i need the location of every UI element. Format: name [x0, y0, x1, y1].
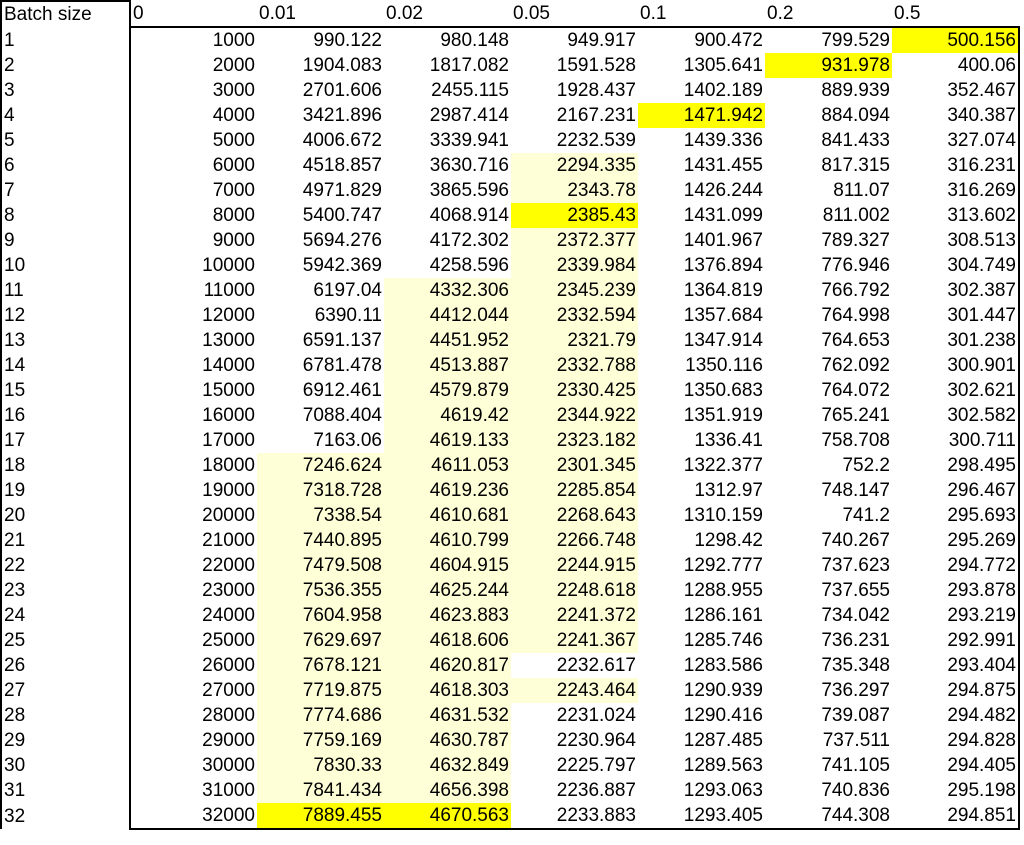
row-label[interactable]: 32 — [1, 803, 130, 829]
table-cell[interactable]: 2241.372 — [511, 603, 638, 628]
table-cell[interactable]: 3339.941 — [429, 130, 509, 151]
row-label[interactable]: 13 — [1, 328, 130, 353]
table-row — [1, 428, 1019, 453]
table-cell[interactable]: 4604.915 — [384, 553, 511, 578]
table-cell[interactable]: 16000 — [202, 405, 255, 426]
table-cell[interactable]: 741.105 — [821, 755, 890, 776]
row-label[interactable]: 6 — [1, 153, 130, 178]
table-cell[interactable]: 1305.641 — [683, 55, 763, 76]
table-cell[interactable]: 4618.303 — [384, 678, 511, 703]
table-cell[interactable]: 295.269 — [892, 528, 1019, 553]
table-cell[interactable]: 980.148 — [384, 27, 511, 53]
table-cell[interactable]: 762.092 — [821, 355, 890, 376]
table-cell[interactable]: 292.991 — [892, 628, 1019, 653]
table-cell[interactable]: 3000 — [212, 80, 255, 101]
row-label[interactable]: 27 — [1, 678, 130, 703]
table-cell[interactable]: 4412.044 — [384, 303, 511, 328]
column-header[interactable]: 0.2 — [767, 3, 794, 24]
table-cell[interactable]: 1312.97 — [694, 480, 763, 501]
table-cell[interactable]: 841.433 — [821, 130, 890, 151]
table-cell[interactable]: 889.939 — [821, 80, 890, 101]
table-cell[interactable]: 789.327 — [821, 230, 890, 251]
table-cell[interactable]: 4670.563 — [384, 803, 511, 829]
table-cell[interactable]: 1287.485 — [683, 730, 763, 751]
table-cell[interactable]: 6000 — [212, 155, 255, 176]
table-cell[interactable]: 316.269 — [892, 178, 1019, 203]
table-cell[interactable]: 2330.425 — [511, 378, 638, 403]
table-cell[interactable]: 500.156 — [892, 27, 1019, 53]
table-cell[interactable]: 1283.586 — [683, 655, 763, 676]
table-cell[interactable]: 1376.894 — [683, 255, 763, 276]
table-cell[interactable]: 2241.367 — [511, 628, 638, 653]
corner-label[interactable]: Batch size — [1, 1, 130, 27]
table-cell[interactable]: 4068.914 — [429, 205, 509, 226]
table-cell[interactable]: 4518.857 — [302, 155, 382, 176]
table-cell[interactable]: 9000 — [212, 230, 255, 251]
row-label[interactable]: 4 — [1, 103, 130, 128]
row-label[interactable]: 26 — [1, 653, 130, 678]
row-label[interactable]: 12 — [1, 303, 130, 328]
table-cell[interactable]: 4620.817 — [384, 653, 511, 678]
table-row — [1, 528, 1019, 553]
table-cell[interactable]: 352.467 — [892, 78, 1019, 103]
table-cell[interactable]: 8000 — [212, 205, 255, 226]
table-cell[interactable]: 294.828 — [892, 728, 1019, 753]
table-cell[interactable]: 2323.182 — [511, 428, 638, 453]
table-cell[interactable]: 817.315 — [821, 155, 890, 176]
row-label[interactable]: 22 — [1, 553, 130, 578]
row-label[interactable]: 29 — [1, 728, 130, 753]
table-cell[interactable]: 4258.596 — [429, 255, 509, 276]
table-row — [1, 653, 1019, 678]
table-cell[interactable]: 1292.777 — [683, 555, 763, 576]
table-cell[interactable]: 1402.189 — [683, 80, 763, 101]
table-cell[interactable]: 7479.508 — [257, 553, 384, 578]
table-cell[interactable]: 2248.618 — [511, 578, 638, 603]
table-cell[interactable]: 752.2 — [842, 455, 890, 476]
table-cell[interactable]: 811.07 — [833, 180, 890, 201]
table-cell[interactable]: 7440.895 — [257, 528, 384, 553]
header-row — [1, 1, 1019, 27]
table-cell[interactable]: 4619.42 — [384, 403, 511, 428]
table-cell[interactable]: 2301.345 — [511, 453, 638, 478]
table-cell[interactable]: 293.219 — [892, 603, 1019, 628]
table-cell[interactable]: 2332.594 — [511, 303, 638, 328]
table-cell[interactable]: 740.267 — [821, 530, 890, 551]
table-cell[interactable]: 4610.799 — [384, 528, 511, 553]
table-cell[interactable]: 2266.748 — [511, 528, 638, 553]
table-cell[interactable]: 316.231 — [892, 153, 1019, 178]
table-cell[interactable]: 4451.952 — [384, 328, 511, 353]
table-row — [1, 628, 1019, 653]
table-cell[interactable]: 737.511 — [822, 730, 890, 751]
table-cell[interactable]: 7678.121 — [257, 653, 384, 678]
table-cell[interactable]: 1364.819 — [683, 280, 763, 301]
table-cell[interactable]: 2343.78 — [511, 178, 638, 203]
table-cell[interactable]: 1904.083 — [302, 55, 382, 76]
table-cell[interactable]: 7000 — [212, 180, 255, 201]
table-cell[interactable]: 298.495 — [892, 453, 1019, 478]
table-cell[interactable]: 737.655 — [821, 580, 890, 601]
table-cell[interactable]: 22000 — [202, 555, 255, 576]
table-row — [1, 753, 1019, 778]
table-cell[interactable]: 799.529 — [765, 27, 892, 53]
table-row — [1, 728, 1019, 753]
table-row — [1, 103, 1019, 128]
row-label[interactable]: 1 — [1, 27, 130, 53]
table-cell[interactable]: 2987.414 — [429, 105, 509, 126]
table-cell[interactable]: 6390.11 — [314, 305, 382, 326]
table-cell[interactable]: 737.623 — [821, 555, 890, 576]
column-header[interactable]: 0.02 — [386, 3, 423, 24]
table-row — [1, 303, 1019, 328]
table-cell[interactable]: 1336.41 — [694, 430, 763, 451]
table-cell[interactable]: 2332.788 — [511, 353, 638, 378]
table-cell[interactable]: 900.472 — [638, 27, 765, 53]
table-cell[interactable]: 4632.849 — [384, 753, 511, 778]
table-cell[interactable]: 295.198 — [892, 778, 1019, 803]
row-label[interactable]: 15 — [1, 378, 130, 403]
table-row — [1, 178, 1019, 203]
table-cell[interactable]: 736.297 — [821, 680, 890, 701]
table-cell[interactable]: 884.094 — [821, 105, 890, 126]
row-label[interactable]: 23 — [1, 578, 130, 603]
row-label[interactable]: 19 — [1, 478, 130, 503]
table-cell[interactable]: 4625.244 — [384, 578, 511, 603]
table-row — [1, 703, 1019, 728]
table-cell[interactable]: 2225.797 — [556, 755, 636, 776]
table-cell[interactable]: 11000 — [203, 280, 255, 301]
row-label[interactable]: 7 — [1, 178, 130, 203]
table-cell[interactable]: 30000 — [202, 755, 255, 776]
row-label[interactable]: 24 — [1, 603, 130, 628]
table-cell[interactable]: 764.653 — [821, 330, 890, 351]
table-cell[interactable]: 2321.79 — [511, 328, 638, 353]
table-cell[interactable]: 2244.915 — [511, 553, 638, 578]
table-cell[interactable]: 1290.939 — [683, 680, 763, 701]
column-header[interactable]: 0.1 — [640, 3, 667, 24]
table-cell[interactable]: 2000 — [212, 55, 255, 76]
row-label[interactable]: 20 — [1, 503, 130, 528]
table-cell[interactable]: 31000 — [202, 780, 255, 801]
table-cell[interactable]: 302.387 — [892, 278, 1019, 303]
table-cell[interactable]: 7719.875 — [257, 678, 384, 703]
table-cell[interactable]: 294.875 — [892, 678, 1019, 703]
table-cell[interactable]: 20000 — [202, 505, 255, 526]
table-row — [1, 153, 1019, 178]
table-cell[interactable]: 6781.478 — [302, 355, 382, 376]
table-row — [1, 53, 1019, 78]
table-cell[interactable]: 7246.624 — [257, 453, 384, 478]
table-cell[interactable]: 2231.024 — [556, 705, 636, 726]
table-cell[interactable]: 2339.984 — [511, 253, 638, 278]
table-cell[interactable]: 340.387 — [892, 103, 1019, 128]
table-cell[interactable]: 1290.416 — [683, 705, 763, 726]
row-label[interactable]: 16 — [1, 403, 130, 428]
row-label[interactable]: 30 — [1, 753, 130, 778]
table-cell[interactable]: 764.072 — [821, 380, 890, 401]
table-cell[interactable]: 302.621 — [892, 378, 1019, 403]
table-cell[interactable]: 1310.159 — [683, 505, 763, 526]
table-cell[interactable]: 7774.686 — [257, 703, 384, 728]
table-cell[interactable]: 300.901 — [892, 353, 1019, 378]
table-cell[interactable]: 1426.244 — [683, 180, 763, 201]
table-cell[interactable]: 811.002 — [822, 205, 890, 226]
row-label[interactable]: 18 — [1, 453, 130, 478]
table-cell[interactable]: 10000 — [202, 255, 255, 276]
table-row — [1, 578, 1019, 603]
table-row — [1, 453, 1019, 478]
table-cell[interactable]: 1431.099 — [683, 205, 763, 226]
table-cell[interactable]: 1928.437 — [556, 80, 636, 101]
table-cell[interactable]: 949.917 — [511, 27, 638, 53]
table-cell[interactable]: 5000 — [212, 130, 255, 151]
table-cell[interactable]: 1431.455 — [683, 155, 763, 176]
table-cell[interactable]: 1817.082 — [429, 55, 509, 76]
table-cell[interactable]: 2232.617 — [556, 655, 636, 676]
table-cell[interactable]: 21000 — [202, 530, 255, 551]
table-cell[interactable]: 2232.539 — [556, 130, 636, 151]
table-cell[interactable]: 400.06 — [892, 53, 1019, 78]
table-cell[interactable]: 2285.854 — [511, 478, 638, 503]
row-label[interactable]: 8 — [1, 203, 130, 228]
table-cell[interactable]: 294.851 — [892, 803, 1019, 829]
table-cell[interactable]: 304.749 — [892, 253, 1019, 278]
table-cell[interactable]: 301.238 — [892, 328, 1019, 353]
table-row — [1, 203, 1019, 228]
table-row — [1, 378, 1019, 403]
table-cell[interactable]: 4630.787 — [384, 728, 511, 753]
table-cell[interactable]: 6591.137 — [302, 330, 382, 351]
table-cell[interactable]: 13000 — [202, 330, 255, 351]
table-cell[interactable]: 2268.643 — [511, 503, 638, 528]
table-cell[interactable]: 7841.434 — [257, 778, 384, 803]
row-label[interactable]: 17 — [1, 428, 130, 453]
table-row — [1, 353, 1019, 378]
table-cell[interactable]: 1000 — [130, 27, 257, 53]
table-row — [1, 228, 1019, 253]
table-cell[interactable]: 4631.532 — [384, 703, 511, 728]
table-cell[interactable]: 2230.964 — [556, 730, 636, 751]
table-row — [1, 553, 1019, 578]
table-row — [1, 128, 1019, 153]
table-cell[interactable]: 4623.883 — [384, 603, 511, 628]
table-cell[interactable]: 7759.169 — [257, 728, 384, 753]
table-cell[interactable]: 736.231 — [821, 630, 890, 651]
table-cell[interactable]: 18000 — [202, 455, 255, 476]
row-label[interactable]: 3 — [1, 78, 130, 103]
table-cell[interactable]: 1350.683 — [683, 380, 763, 401]
row-label[interactable]: 9 — [1, 228, 130, 253]
table-cell[interactable]: 19000 — [202, 480, 255, 501]
table-row — [1, 478, 1019, 503]
table-cell[interactable]: 740.836 — [821, 780, 890, 801]
table-cell[interactable]: 2455.115 — [431, 80, 509, 101]
table-cell[interactable]: 2344.922 — [511, 403, 638, 428]
row-label[interactable]: 21 — [1, 528, 130, 553]
table-cell[interactable]: 1439.336 — [683, 130, 763, 151]
table-cell[interactable]: 7889.455 — [257, 803, 384, 829]
table-cell[interactable]: 744.308 — [765, 803, 892, 829]
table-row — [1, 503, 1019, 528]
column-header[interactable]: 0.05 — [513, 3, 550, 24]
table-cell[interactable]: 4579.879 — [384, 378, 511, 403]
row-label[interactable]: 25 — [1, 628, 130, 653]
row-label[interactable]: 11 — [1, 278, 130, 303]
row-label[interactable]: 14 — [1, 353, 130, 378]
table-cell[interactable]: 293.404 — [892, 653, 1019, 678]
table-cell[interactable]: 12000 — [202, 305, 255, 326]
table-cell[interactable]: 1357.684 — [683, 305, 763, 326]
table-row — [1, 278, 1019, 303]
row-label[interactable]: 5 — [1, 128, 130, 153]
table-row — [1, 778, 1019, 803]
table-cell[interactable]: 4619.133 — [384, 428, 511, 453]
table-cell[interactable]: 2233.883 — [511, 803, 638, 829]
table-cell[interactable]: 990.122 — [257, 27, 384, 53]
table-cell[interactable]: 5400.747 — [302, 205, 382, 226]
table-cell[interactable]: 3630.716 — [429, 155, 509, 176]
table-row — [1, 78, 1019, 103]
table-cell[interactable]: 27000 — [202, 680, 255, 701]
row-label[interactable]: 2 — [1, 53, 130, 78]
table-cell[interactable]: 24000 — [202, 605, 255, 626]
table-cell[interactable]: 23000 — [202, 580, 255, 601]
table-cell[interactable]: 766.792 — [821, 280, 890, 301]
table-cell[interactable]: 1285.746 — [683, 630, 763, 651]
table-cell[interactable]: 1351.919 — [683, 405, 763, 426]
table-cell[interactable]: 4610.681 — [384, 503, 511, 528]
table-cell[interactable]: 17000 — [202, 430, 255, 451]
table-cell[interactable]: 739.087 — [821, 705, 890, 726]
table-cell[interactable]: 1591.528 — [556, 55, 636, 76]
table-cell[interactable]: 294.772 — [892, 553, 1019, 578]
table-cell[interactable]: 3421.896 — [302, 105, 382, 126]
table-cell[interactable]: 1471.942 — [638, 103, 765, 128]
table-cell[interactable]: 2243.464 — [511, 678, 638, 703]
table-cell[interactable]: 758.708 — [821, 430, 890, 451]
table-cell[interactable]: 1347.914 — [683, 330, 763, 351]
table-cell[interactable]: 5694.276 — [302, 230, 382, 251]
table-cell[interactable]: 7318.728 — [257, 478, 384, 503]
table-cell[interactable]: 1293.063 — [683, 780, 763, 801]
table-cell[interactable]: 296.467 — [892, 478, 1019, 503]
table-cell[interactable]: 294.482 — [892, 703, 1019, 728]
table-cell[interactable]: 931.978 — [765, 53, 892, 78]
table-row — [1, 328, 1019, 353]
table-cell[interactable]: 3865.596 — [429, 180, 509, 201]
table-cell[interactable]: 32000 — [130, 803, 257, 829]
column-header[interactable]: 0.5 — [894, 3, 921, 24]
table-cell[interactable]: 2385.43 — [511, 203, 638, 228]
table-cell[interactable]: 4172.302 — [429, 230, 509, 251]
table-cell[interactable]: 2372.377 — [511, 228, 638, 253]
table-cell[interactable]: 1322.377 — [683, 455, 763, 476]
table-cell[interactable]: 7604.958 — [257, 603, 384, 628]
table-cell[interactable]: 1298.42 — [694, 530, 763, 551]
table-cell[interactable]: 7163.06 — [313, 430, 382, 451]
table-cell[interactable]: 293.878 — [892, 578, 1019, 603]
table-row — [1, 678, 1019, 703]
table-cell[interactable]: 4000 — [212, 105, 255, 126]
table-row — [1, 603, 1019, 628]
table-cell[interactable]: 7830.33 — [257, 753, 384, 778]
table-cell[interactable]: 741.2 — [842, 505, 890, 526]
table-row — [1, 27, 1019, 53]
table-cell[interactable]: 1293.405 — [638, 803, 765, 829]
table-cell[interactable]: 764.998 — [821, 305, 890, 326]
table-cell[interactable]: 1401.967 — [683, 230, 763, 251]
table-cell[interactable]: 2701.606 — [302, 80, 382, 101]
table-cell[interactable]: 4611.053 — [384, 453, 511, 478]
table-cell[interactable]: 7338.54 — [257, 503, 384, 528]
table-cell[interactable]: 301.447 — [892, 303, 1019, 328]
table-cell[interactable]: 7536.355 — [257, 578, 384, 603]
table-cell[interactable]: 765.241 — [821, 405, 890, 426]
row-label[interactable]: 31 — [1, 778, 130, 803]
table-cell[interactable]: 4656.398 — [384, 778, 511, 803]
row-label[interactable]: 10 — [1, 253, 130, 278]
table-row — [1, 253, 1019, 278]
table-cell[interactable]: 25000 — [202, 630, 255, 651]
table-cell[interactable]: 735.348 — [821, 655, 890, 676]
table-cell[interactable]: 6912.461 — [302, 380, 382, 401]
table-cell[interactable]: 4619.236 — [384, 478, 511, 503]
table-cell[interactable]: 295.693 — [892, 503, 1019, 528]
table-cell[interactable]: 28000 — [202, 705, 255, 726]
table-cell[interactable]: 2294.335 — [511, 153, 638, 178]
table-cell[interactable]: 327.074 — [892, 128, 1019, 153]
table-cell[interactable]: 4618.606 — [384, 628, 511, 653]
table-cell[interactable]: 1288.955 — [683, 580, 763, 601]
column-header[interactable]: 0.01 — [259, 3, 296, 24]
table-cell[interactable]: 5942.369 — [302, 255, 382, 276]
table-row — [1, 803, 1019, 829]
table-cell[interactable]: 4971.829 — [302, 180, 382, 201]
table-cell[interactable]: 29000 — [202, 730, 255, 751]
table-cell[interactable]: 14000 — [202, 355, 255, 376]
table-cell[interactable]: 313.602 — [892, 203, 1019, 228]
table-cell[interactable]: 2345.239 — [511, 278, 638, 303]
table-cell[interactable]: 7629.697 — [257, 628, 384, 653]
table-cell[interactable]: 776.946 — [821, 255, 890, 276]
table-cell[interactable]: 4513.887 — [384, 353, 511, 378]
table-cell[interactable]: 1286.161 — [683, 605, 763, 626]
table-cell[interactable]: 4006.672 — [302, 130, 382, 151]
table-cell[interactable]: 748.147 — [821, 480, 890, 501]
table-cell[interactable]: 6197.04 — [313, 280, 382, 301]
table-cell[interactable]: 15000 — [202, 380, 255, 401]
table-cell[interactable]: 7088.404 — [302, 405, 382, 426]
table-cell[interactable]: 300.711 — [892, 428, 1019, 453]
row-label[interactable]: 28 — [1, 703, 130, 728]
table-cell[interactable]: 308.513 — [892, 228, 1019, 253]
table-cell[interactable]: 1350.116 — [685, 355, 763, 376]
table-cell[interactable]: 4332.306 — [384, 278, 511, 303]
table-cell[interactable]: 734.042 — [821, 605, 890, 626]
table-cell[interactable]: 1289.563 — [683, 755, 763, 776]
table-cell[interactable]: 2236.887 — [556, 780, 636, 801]
table-cell[interactable]: 294.405 — [892, 753, 1019, 778]
table-row — [1, 403, 1019, 428]
table-cell[interactable]: 2167.231 — [556, 105, 636, 126]
table-cell[interactable]: 302.582 — [892, 403, 1019, 428]
column-header[interactable]: 0 — [133, 3, 144, 24]
table-cell[interactable]: 26000 — [202, 655, 255, 676]
